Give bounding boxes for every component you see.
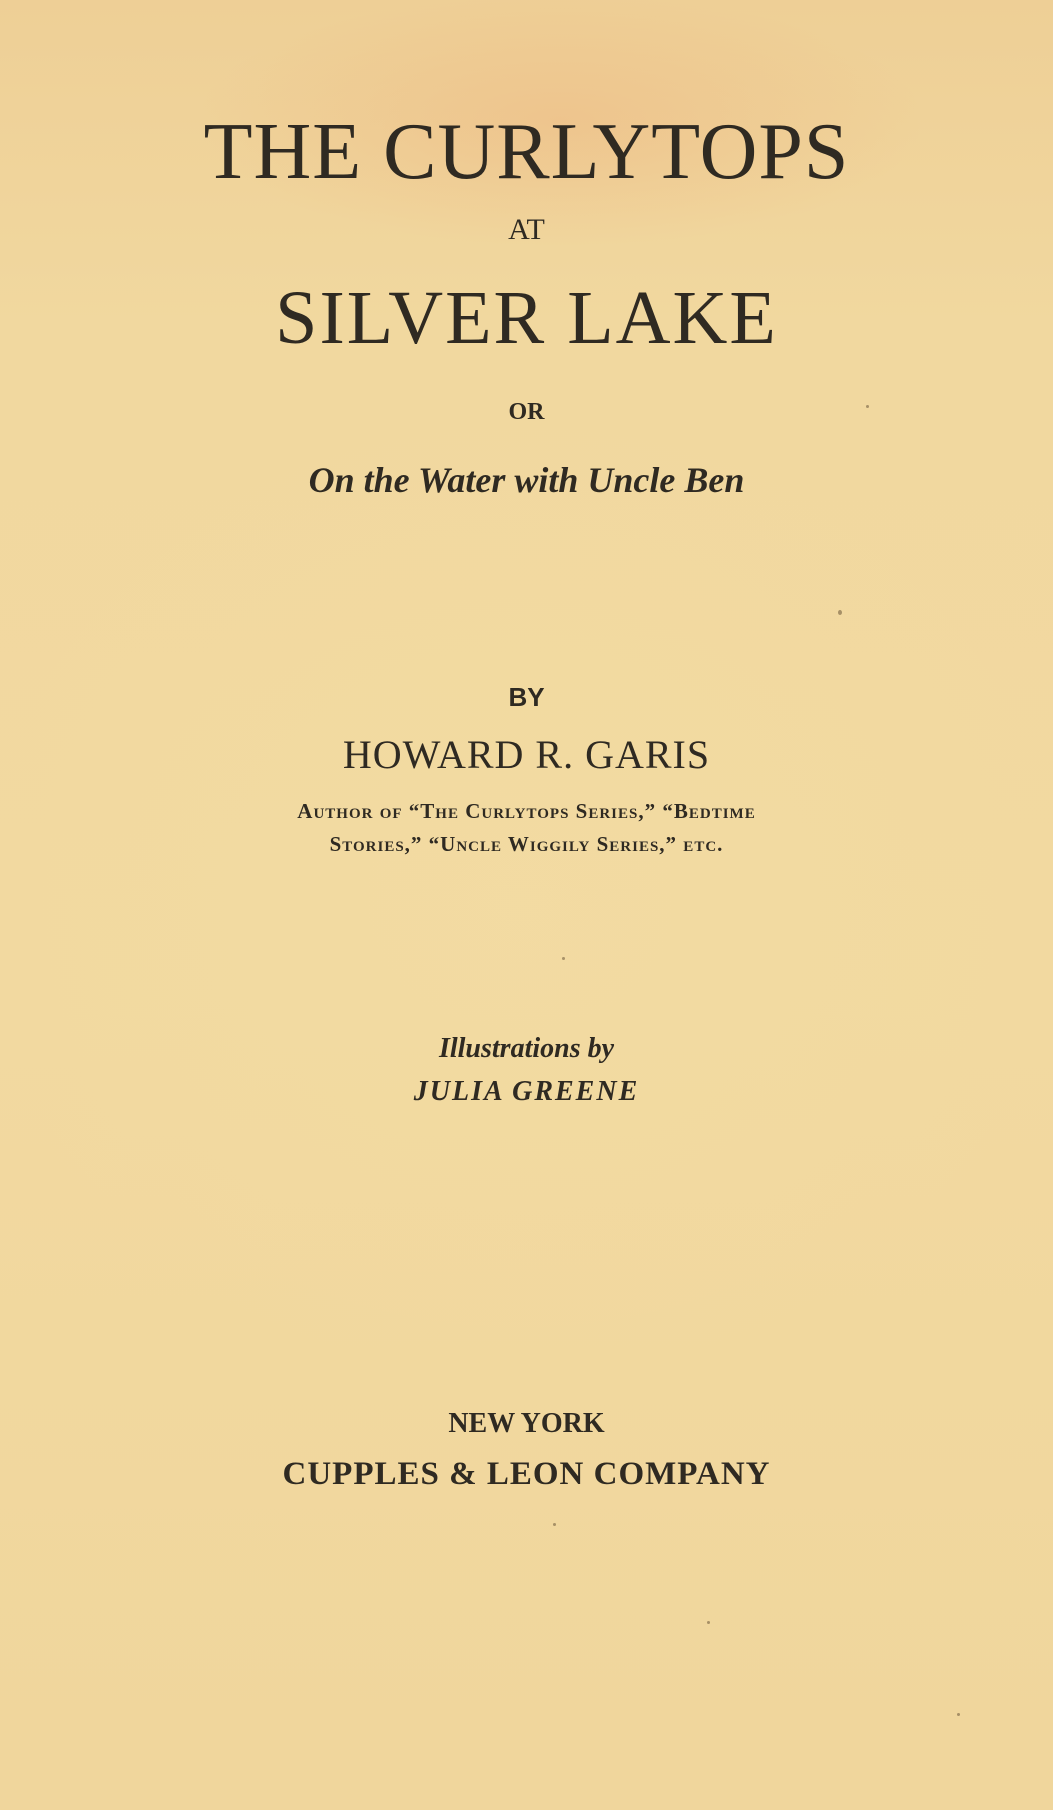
- author-name: HOWARD R. GARIS: [342, 732, 711, 777]
- title-connector: AT: [508, 213, 545, 246]
- publisher-name: CUPPLES & LEON COMPANY: [282, 1456, 771, 1492]
- author-credits-line: Stories,” “Uncle Wiggily Series,” etc.: [329, 831, 724, 856]
- paper-speck: [957, 1713, 960, 1716]
- illustrations-label: Illustrations by: [438, 1033, 615, 1064]
- paper-speck: [553, 1523, 556, 1526]
- book-title-continued: SILVER LAKE: [275, 276, 778, 360]
- book-title: THE CURLYTOPS: [203, 108, 850, 196]
- paper-speck: [562, 957, 565, 960]
- illustrator-name: JULIA GREENE: [413, 1076, 640, 1107]
- title-or: OR: [508, 399, 545, 425]
- author-credits-line: Author of “The Curlytops Series,” “Bedtime: [297, 799, 756, 823]
- paper-speck: [707, 1621, 710, 1624]
- publisher-city: NEW YORK: [448, 1408, 605, 1439]
- paper-speck: [838, 610, 842, 615]
- book-subtitle: On the Water with Uncle Ben: [308, 460, 745, 500]
- byline-label: BY: [508, 682, 545, 712]
- author-credits: [0, 795, 1053, 860]
